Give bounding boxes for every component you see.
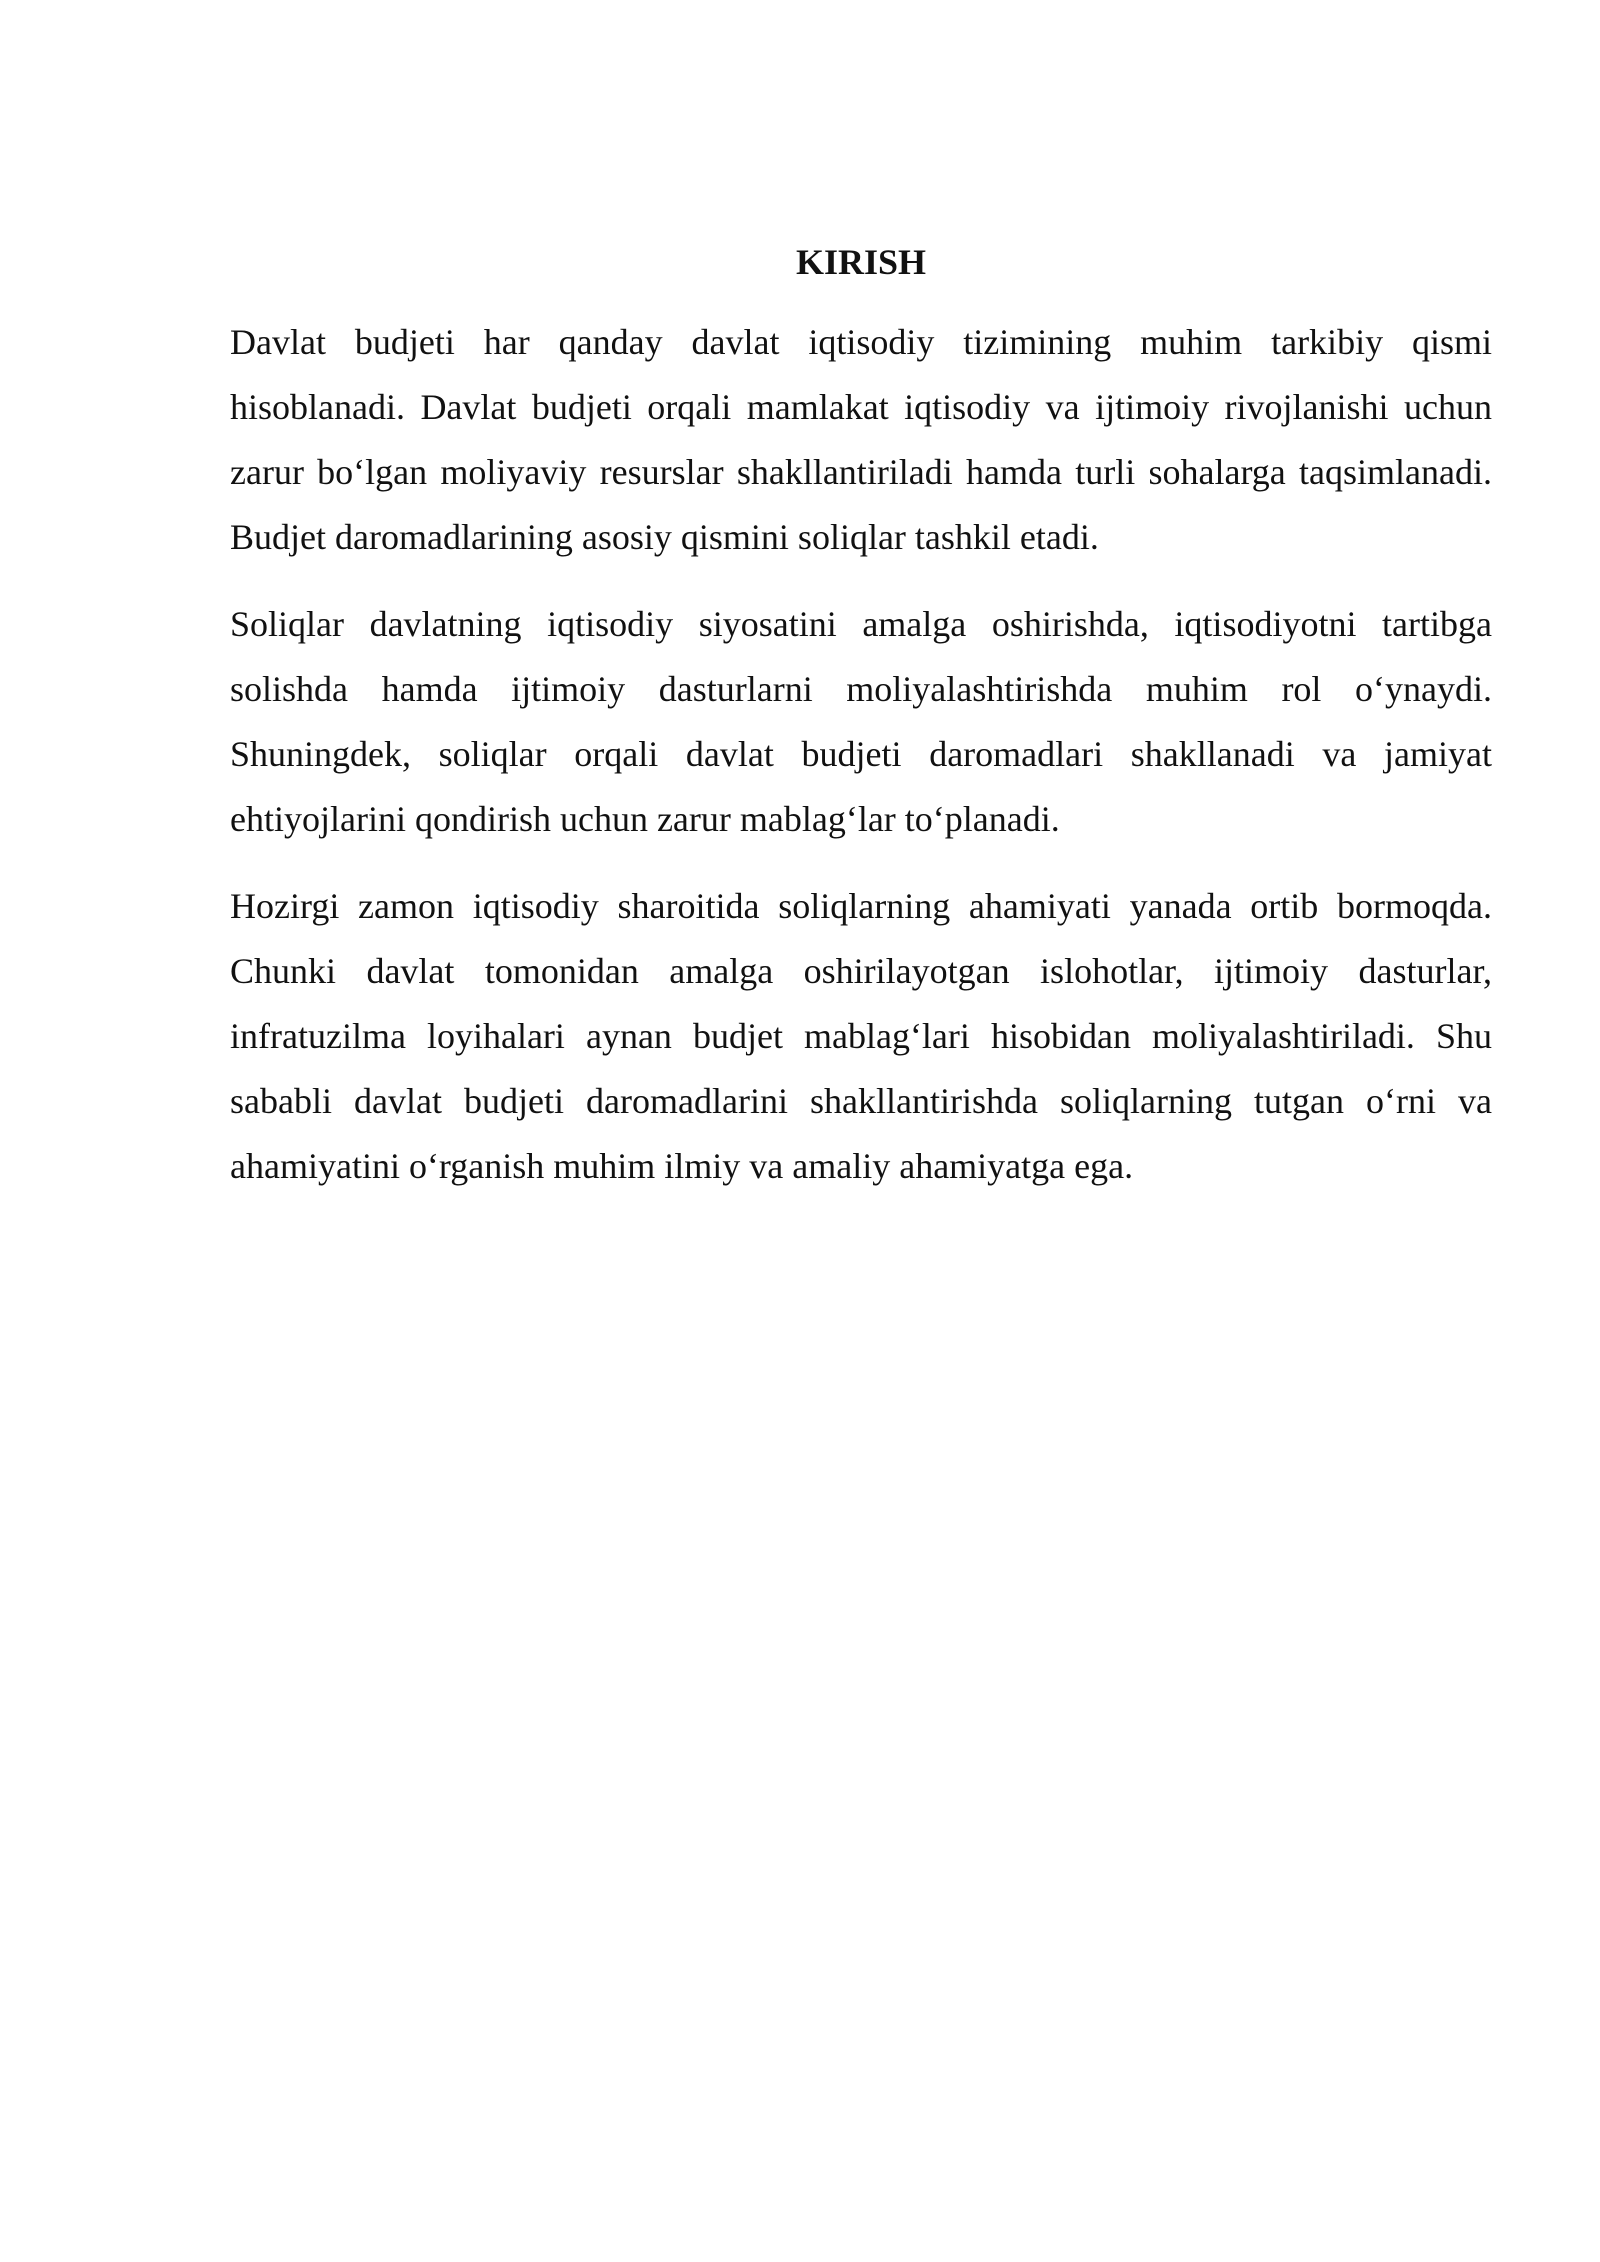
paragraph-1: Davlat budjeti har qanday davlat iqtisodiy tizimining muhim tarkibiy qismi hisoblanadi. Davlat budjeti orqali mamlakat iqtisodiy va ijtimoiy rivojlanishi uchun zarur bo‘lgan moliyaviy resurslar shakllantiriladi hamda turli sohalarga taqsimlanadi. Budjet daromadlarining asosiy qismini soliqlar tashkil etadi.: [230, 322, 1492, 557]
document-body: [230, 236, 1492, 1221]
section-title: KIRISH: [795, 242, 927, 282]
paragraph-2: Soliqlar davlatning iqtisodiy siyosatini amalga oshirishda, iqtisodiyotni tartibga solishda hamda ijtimoiy dasturlarni moliyalashtirishda muhim rol o‘ynaydi. Shuningdek, soliqlar orqali davlat budjeti daromadlari shakllanadi va jamiyat ehtiyojlarini qondirish uchun zarur mablag‘lar to‘planadi.: [230, 604, 1492, 839]
paragraph-3: Hozirgi zamon iqtisodiy sharoitida soliqlarning ahamiyati yanada ortib bormoqda. Chunki davlat tomonidan amalga oshirilayotgan islohotlar, ijtimoiy dasturlar, infratuzilma loyihalari aynan budjet mablag‘lari hisobidan moliyalashtiriladi. Shu sababli davlat budjeti daromadlarini shakllantirishda soliqlarning tutgan o‘rni va ahamiyatini o‘rganish muhim ilmiy va amaliy ahamiyatga ega.: [230, 886, 1492, 1186]
